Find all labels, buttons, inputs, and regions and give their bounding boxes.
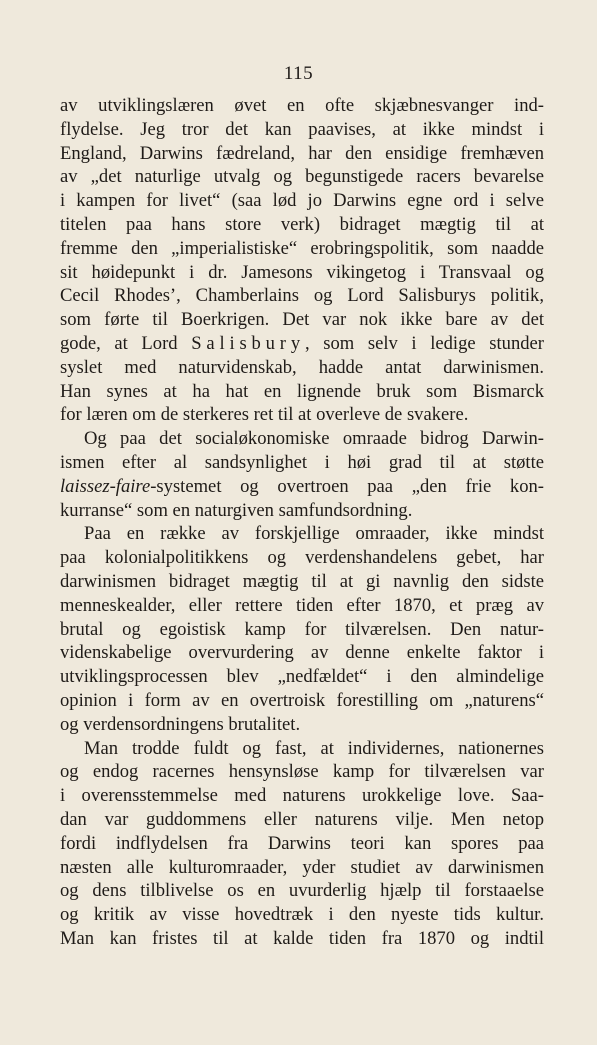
text-segment: syslet med naturvidenskab, hadde antat darwinismen. — [60, 356, 544, 378]
text-line — [60, 784, 544, 808]
text-segment: paa kolonialpolitikkens og verdenshandelens gebet, har — [60, 547, 544, 569]
text-line — [60, 546, 544, 570]
text-line — [60, 380, 544, 404]
text-line — [60, 165, 544, 189]
text-segment: og endog racernes hensynsløse kamp for tilværelsen var — [60, 761, 544, 783]
text-segment: Man kan fristes til at kalde tiden fra 1870 og indtil — [60, 927, 544, 949]
text-line — [60, 451, 544, 475]
text-segment: Han synes at ha hat en lignende bruk som Bismarck — [60, 380, 544, 402]
text-segment: opinion i form av en overtroisk forestilling om „naturens“ — [60, 689, 544, 711]
text-segment: England, Darwins fædreland, har den ensidige fremhæven — [60, 142, 544, 164]
text-segment: kurranse“ som en naturgiven samfundsordning. — [60, 499, 413, 521]
text-line — [60, 927, 544, 951]
text-line — [60, 427, 544, 451]
text-line — [60, 284, 544, 308]
text-line — [60, 118, 544, 142]
text-segment: -systemet og overtroen paa „den frie kon- — [150, 475, 544, 497]
text-segment: titelen paa hans store verk) bidraget mægtig til at — [60, 213, 544, 235]
text-segment: Paa en række av forskjellige omraader, ikke mindst — [84, 523, 544, 545]
text-line — [60, 594, 544, 618]
text-line — [60, 142, 544, 166]
text-line — [60, 403, 544, 427]
text-line — [60, 356, 544, 380]
text-segment: og dens tilblivelse os en uvurderlig hjælp til forstaaelse — [60, 880, 544, 902]
italic-phrase: laissez-faire — [60, 475, 151, 497]
text-line — [60, 189, 544, 213]
text-line — [60, 903, 544, 927]
text-line — [60, 618, 544, 642]
text-segment: dan var guddommens eller naturens vilje. Men netop — [60, 808, 544, 830]
text-segment: i overensstemmelse med naturens urokkelige love. Saa- — [60, 785, 544, 807]
text-line — [60, 760, 544, 784]
text-line — [60, 94, 544, 118]
text-segment: gode, at Lord — [60, 332, 192, 354]
text-segment: fremme den „imperialistiske“ erobringspolitik, som naadde — [60, 237, 544, 259]
text-line — [60, 570, 544, 594]
text-segment: og kritik av visse hovedtræk i den nyeste tids kultur. — [60, 904, 544, 926]
text-segment: utviklingsprocessen blev „nedfældet“ i den almindelige — [60, 666, 544, 688]
text-segment: flydelse. Jeg tror det kan paavises, at ikke mindst i — [60, 118, 544, 140]
text-line — [60, 332, 544, 356]
body-text — [60, 94, 544, 951]
text-segment: , som selv i ledige stunder — [304, 332, 544, 354]
text-line — [60, 308, 544, 332]
text-line — [60, 522, 544, 546]
text-segment: Og paa det socialøkonomiske omraade bidrog Darwin- — [84, 428, 544, 450]
text-line — [60, 475, 544, 499]
text-segment: brutal og egoistisk kamp for tilværelsen. Den natur- — [60, 618, 544, 640]
text-line — [60, 879, 544, 903]
text-segment: av utviklingslæren øvet en ofte skjæbnesvanger ind- — [60, 95, 544, 116]
text-segment: av „det naturlige utvalg og begunstigede racers bevarelse — [60, 166, 544, 188]
text-line — [60, 665, 544, 689]
text-line — [60, 808, 544, 832]
text-segment: fordi indflydelsen fra Darwins teori kan spores paa — [60, 832, 544, 854]
text-line — [60, 213, 544, 237]
text-segment: videnskabelige overvurdering av denne enkelte faktor i — [60, 642, 544, 664]
text-segment: som førte til Boerkrigen. Det var nok ikke bare av det — [60, 309, 544, 331]
page-number: 115 — [283, 63, 314, 84]
text-segment: Man trodde fuldt og fast, at individernes, nationernes — [84, 737, 544, 759]
text-line — [60, 689, 544, 713]
text-segment: næsten alle kulturomraader, yder studiet av darwinismen — [60, 856, 544, 878]
text-line — [60, 713, 544, 737]
text-segment: menneskealder, eller rettere tiden efter 1870, et præg av — [60, 594, 544, 616]
text-segment: darwinismen bidraget mægtig til at gi navnlig den sidste — [60, 570, 544, 592]
text-line — [60, 641, 544, 665]
text-line — [60, 832, 544, 856]
text-segment: i kampen for livet“ (saa lød jo Darwins egne ord i selve — [60, 190, 544, 212]
text-line — [60, 499, 544, 523]
text-line — [60, 261, 544, 285]
text-line — [60, 737, 544, 761]
text-line — [60, 856, 544, 880]
text-segment: sit høidepunkt i dr. Jamesons vikingetog i Transvaal og — [60, 261, 544, 283]
text-segment: og verdensordningens brutalitet. — [60, 713, 301, 735]
spaced-name: Salisbury — [191, 332, 305, 354]
text-segment: for læren om de sterkeres ret til at overleve de svakere. — [60, 404, 469, 426]
text-line — [60, 237, 544, 261]
text-segment: ismen efter al sandsynlighet i høi grad til at støtte — [60, 451, 544, 473]
text-segment: Cecil Rhodes’, Chamberlains og Lord Salisburys politik, — [60, 285, 544, 307]
